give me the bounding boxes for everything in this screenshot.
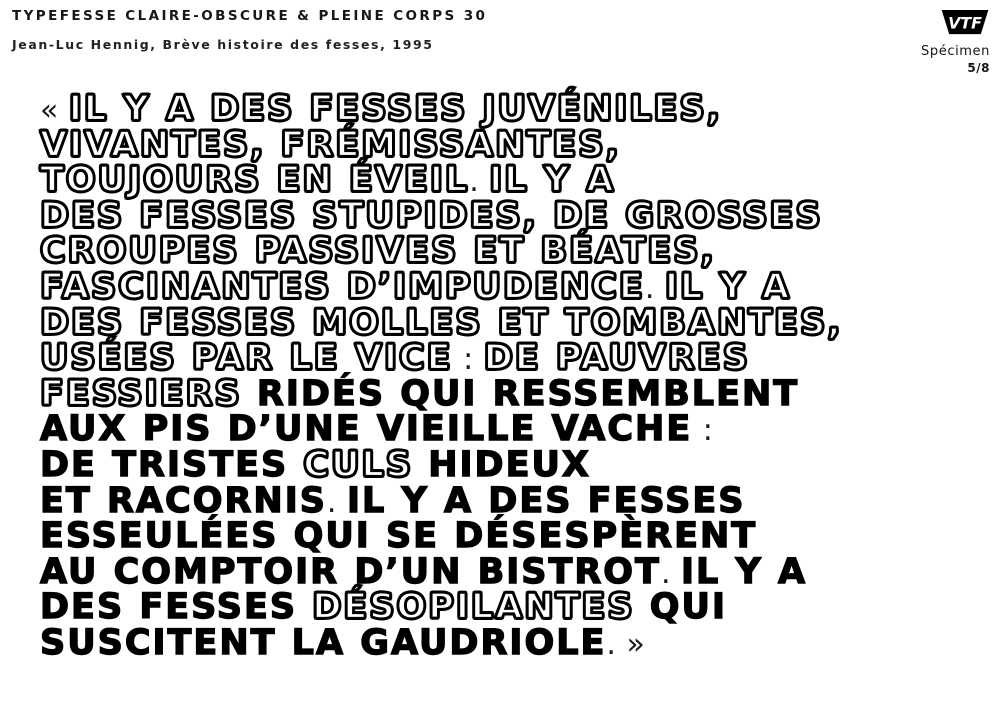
quote-segment-plain: : xyxy=(692,413,713,449)
quote-line xyxy=(40,124,990,165)
quote-block xyxy=(40,89,990,663)
header-right xyxy=(921,8,990,75)
quote-line xyxy=(40,89,990,129)
quote-segment-outline: FASCINANTES D’IMPUDENCE xyxy=(40,266,645,307)
quote-segment-solid: AU COMPTOIR D’UN BISTROT xyxy=(40,551,661,592)
quote-segment-outline: CULS xyxy=(303,444,414,485)
page-title: TYPEFESSE CLAIRE-OBSCURE & PLEINE CORPS 30 xyxy=(12,8,488,24)
quote-segment-solid: AUX PIS D’UNE VIEILLE VACHE xyxy=(40,409,693,450)
quote-line xyxy=(40,338,990,379)
quote-segment-solid: IL Y A xyxy=(681,551,808,592)
quote-segment-plain: . xyxy=(660,555,682,591)
quote-line xyxy=(40,373,990,414)
header-left xyxy=(12,8,487,52)
quote-segment-solid: IL Y A DES FESSES xyxy=(347,480,746,521)
quote-segment-plain: . xyxy=(326,484,347,520)
quote-segment-outline: DE PAUVRES xyxy=(483,338,750,379)
quote-segment-outline: DES FESSES STUPIDES, DE GROSSES xyxy=(40,195,823,236)
quote-segment-solid: SUSCITENT LA GAUDRIOLE xyxy=(40,622,607,663)
quote-line xyxy=(40,516,990,557)
quote-segment-solid: DES FESSES xyxy=(40,587,313,628)
quote-segment-outline: FESSIERS xyxy=(40,373,242,414)
quote-line xyxy=(40,160,990,201)
specimen-page-number: 5/8 xyxy=(967,61,990,75)
quote-line xyxy=(40,266,990,307)
quote-segment-outline: IL Y A xyxy=(664,266,792,307)
quote-segment-solid: DE TRISTES xyxy=(40,444,304,485)
quote-line xyxy=(40,231,990,272)
quote-segment-outline: DÉSOPILANTES xyxy=(312,587,635,628)
page-subtitle: Jean-Luc Hennig, Brève histoire des fesses, 1995 xyxy=(12,37,434,52)
quote-segment-plain: « xyxy=(40,93,69,128)
quote-line xyxy=(40,302,990,343)
quote-segment-outline: TOUJOURS EN ÉVEIL xyxy=(40,160,470,201)
quote-line xyxy=(40,551,990,592)
quote-line xyxy=(40,195,990,236)
vtf-logo-icon xyxy=(940,8,990,37)
quote-segment-plain: . xyxy=(644,270,665,306)
quote-line xyxy=(40,409,990,450)
quote-segment-solid: ET RACORNIS xyxy=(40,480,327,521)
quote-segment-outline: IL Y A DES FESSES JUVÉNILES, xyxy=(68,89,722,129)
quote-segment-outline: USÉES PAR LE VICE xyxy=(40,338,453,379)
quote-segment-solid: HIDEUX xyxy=(413,444,591,485)
quote-line xyxy=(40,444,990,485)
quote-segment-plain: . » xyxy=(606,626,645,662)
quote-segment-plain: : xyxy=(452,342,484,378)
quote-segment-outline: CROUPES PASSIVES ET BÉATES, xyxy=(40,231,716,272)
quote-segment-solid: RIDÉS QUI RESSEMBLENT xyxy=(241,373,800,414)
quote-segment-outline: VIVANTES, FRÉMISSANTES, xyxy=(40,124,621,165)
quote-segment-solid: ESSEULÉES QUI SE DÉSESPÈRENT xyxy=(40,516,758,557)
quote-line xyxy=(40,587,990,628)
vtf-logo-text: VTF xyxy=(948,13,982,33)
quote-line xyxy=(40,622,990,663)
quote-line xyxy=(40,480,990,521)
quote-segment-plain: . xyxy=(469,164,490,200)
quote-segment-outline: IL Y A xyxy=(489,160,616,201)
quote-segment-outline: DES FESSES MOLLES ET TOMBANTES, xyxy=(40,302,843,343)
specimen-label: Spécimen xyxy=(921,44,990,59)
quote-segment-solid: QUI xyxy=(634,587,727,628)
